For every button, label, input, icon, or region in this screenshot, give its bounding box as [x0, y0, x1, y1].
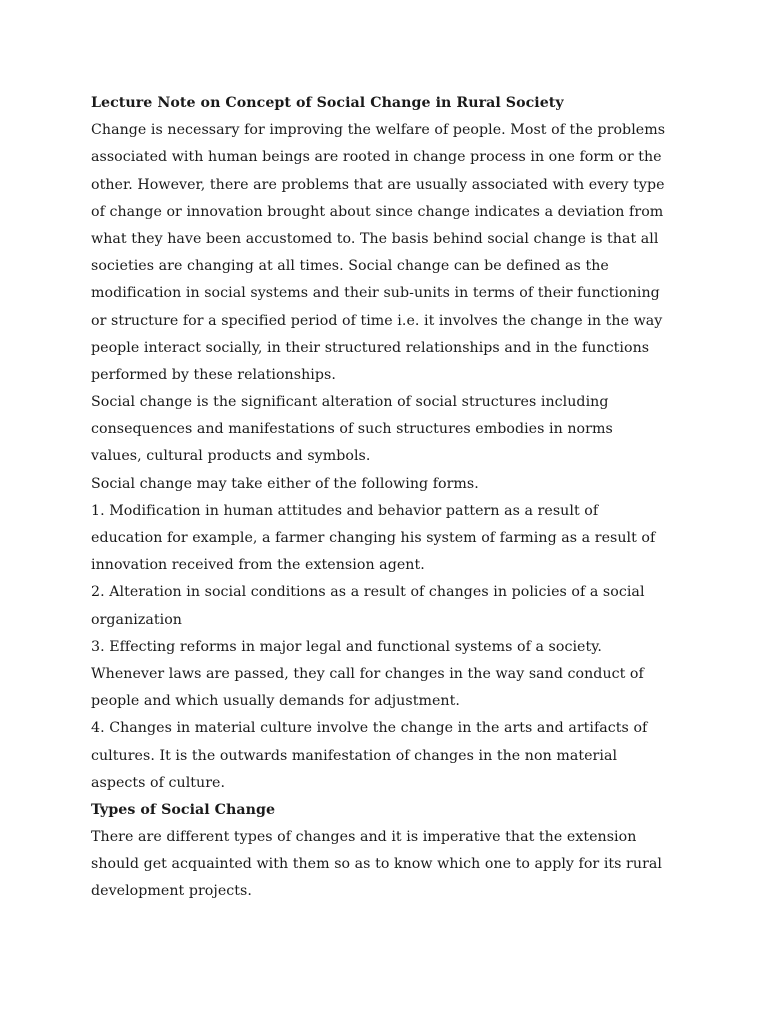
document-title: Lecture Note on Concept of Social Change in Rural Society	[91, 95, 564, 111]
text-line: people interact socially, in their structured relationships and in the functions	[91, 339, 650, 356]
text-line: values, cultural products and symbols.	[91, 448, 371, 465]
text-line: people and which usually demands for adjustment.	[91, 693, 460, 710]
list-item-4: 4. Changes in material culture involve the change in the arts and artifacts of	[91, 720, 648, 737]
text-line: aspects of culture.	[91, 774, 226, 791]
text-line: organization	[91, 611, 182, 628]
text-line: Social change is the significant alteration of social structures including	[91, 394, 609, 411]
text-line: should get acquainted with them so as to know which one to apply for its rural	[91, 856, 662, 873]
text-line: performed by these relationships.	[91, 366, 336, 383]
text-line: modification in social systems and their sub-units in terms of their functioning	[91, 285, 660, 302]
list-item-1: 1. Modification in human attitudes and behavior pattern as a result of	[91, 502, 599, 519]
text-line: development projects.	[91, 883, 252, 900]
text-line: other. However, there are problems that are usually associated with every type	[91, 176, 665, 193]
text-line: Social change may take either of the following forms.	[91, 475, 479, 492]
text-line: what they have been accustomed to. The basis behind social change is that all	[91, 230, 659, 247]
text-line: or structure for a specified period of time i.e. it involves the change in the way	[91, 312, 663, 329]
text-line: associated with human beings are rooted in change process in one form or the	[91, 149, 662, 166]
text-line: innovation received from the extension agent.	[91, 557, 425, 574]
text-line: There are different types of changes and it is imperative that the extension	[91, 829, 637, 846]
text-line: education for example, a farmer changing his system of farming as a result of	[91, 530, 656, 546]
text-line: cultures. It is the outwards manifestation of changes in the non material	[91, 747, 618, 764]
text-line: societies are changing at all times. Social change can be defined as the	[91, 258, 609, 275]
section-heading: Types of Social Change	[91, 801, 276, 818]
text-line: Whenever laws are passed, they call for changes in the way sand conduct of	[91, 665, 644, 682]
text-line: of change or innovation brought about since change indicates a deviation from	[91, 203, 664, 220]
text-line: consequences and manifestations of such structures embodies in norms	[91, 421, 613, 438]
text-line: Change is necessary for improving the welfare of people. Most of the problems	[91, 122, 666, 139]
document-body	[91, 90, 691, 906]
list-item-2: 2. Alteration in social conditions as a result of changes in policies of a social	[91, 584, 645, 601]
list-item-3: 3. Effecting reforms in major legal and functional systems of a society.	[91, 638, 602, 655]
